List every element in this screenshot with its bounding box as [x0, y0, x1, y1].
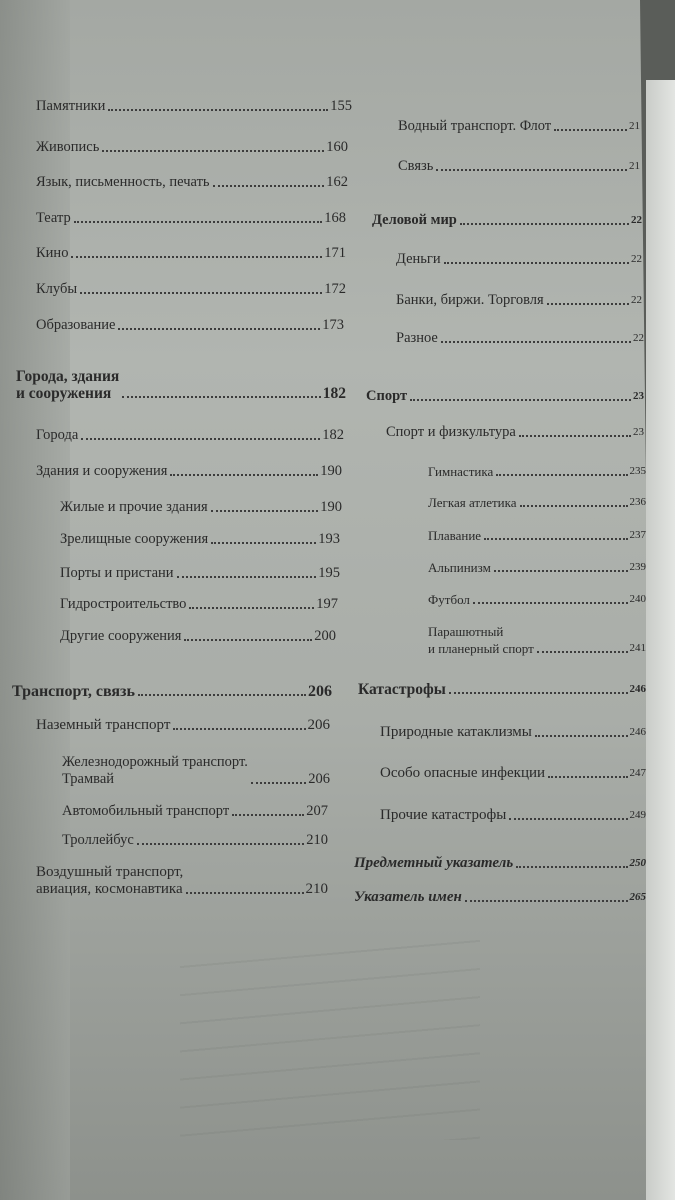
- toc-entry: [60, 628, 336, 645]
- toc-entry: [36, 210, 346, 227]
- leader-dots: [554, 129, 627, 131]
- toc-entry-label: Прочие катастрофы: [380, 807, 507, 823]
- toc-entry: [60, 565, 340, 582]
- toc-section-heading: [372, 212, 642, 229]
- leader-dots: [509, 818, 627, 820]
- toc-entry-label: Зрелищные сооружения: [60, 531, 209, 547]
- toc-entry-label: Спорт: [366, 388, 408, 404]
- toc-index-entry: [354, 855, 646, 872]
- toc-entry-label: Города: [36, 427, 79, 443]
- toc-entry-label: Памятники: [36, 98, 106, 114]
- leader-dots: [137, 843, 304, 845]
- leader-dots: [410, 399, 631, 401]
- toc-entry-label: Предметный указатель: [354, 855, 514, 871]
- leader-dots: [211, 510, 319, 512]
- toc-entry-page: 200: [314, 628, 336, 644]
- toc-entry: [60, 596, 338, 613]
- toc-entry-page: 22: [631, 294, 642, 306]
- toc-entry: [396, 251, 642, 268]
- toc-entry-page: 23: [633, 390, 644, 402]
- toc-entry-page: 206: [308, 683, 332, 700]
- leader-dots: [213, 185, 325, 187]
- toc-entry: [396, 330, 644, 347]
- leader-dots: [441, 341, 631, 343]
- toc-entry-page: 207: [306, 803, 328, 819]
- toc-entry: [380, 807, 646, 824]
- heading-line-2: и сооружения: [16, 385, 112, 402]
- toc-entry-page: 160: [326, 139, 348, 155]
- leader-dots: [186, 892, 303, 894]
- toc-entry-page: 22: [633, 332, 644, 344]
- bleed-through-texture: [180, 940, 480, 1140]
- leader-dots: [496, 474, 627, 476]
- toc-entry-label: Деловой мир: [372, 212, 457, 228]
- toc-entry-label: Природные катаклизмы: [380, 724, 532, 740]
- leader-dots: [177, 576, 317, 578]
- toc-entry: [428, 559, 646, 576]
- toc-entry: [36, 98, 352, 115]
- leader-dots: [444, 262, 629, 264]
- toc-entry-label: [36, 864, 183, 898]
- toc-section-heading: [358, 681, 646, 698]
- toc-entry-page: 236: [629, 496, 646, 508]
- toc-entry: [36, 139, 348, 156]
- toc-entry-label: Другие сооружения: [60, 628, 182, 644]
- toc-entry: [428, 527, 646, 544]
- toc-index-entry: [354, 889, 646, 906]
- toc-entry-label: Наземный транспорт: [36, 717, 171, 733]
- leader-dots: [80, 292, 322, 294]
- toc-entry: [428, 494, 646, 511]
- toc-section-heading: [12, 683, 332, 700]
- toc-entry-page: 171: [324, 245, 346, 261]
- toc-entry: [386, 424, 644, 441]
- toc-entry-page: 206: [308, 771, 330, 787]
- toc-entry-label: Образование: [36, 317, 116, 333]
- toc-entry-label: Водный транспорт. Флот: [398, 118, 552, 134]
- leader-dots: [484, 538, 627, 540]
- toc-entry: [380, 765, 646, 782]
- toc-entry: [62, 803, 328, 820]
- toc-entry-label: Живопись: [36, 139, 100, 155]
- toc-entry: [36, 717, 330, 734]
- toc-entry-label: Спорт и физкультура: [386, 424, 516, 440]
- leader-dots: [460, 223, 629, 225]
- toc-entry-page: 249: [629, 809, 646, 821]
- toc-entry-page: 206: [307, 717, 330, 733]
- leader-dots: [548, 776, 627, 778]
- toc-entry-label: Футбол: [428, 592, 470, 607]
- leader-dots: [184, 639, 312, 641]
- leader-dots: [138, 694, 306, 696]
- toc-section-heading: [366, 388, 644, 405]
- entry-line-2: и планерный спорт: [428, 641, 534, 656]
- toc-section-heading: [16, 368, 346, 402]
- toc-entry-label: Гимнастика: [428, 464, 494, 479]
- leader-dots: [519, 435, 631, 437]
- toc-entry-page: 241: [629, 642, 646, 654]
- toc-entry-page: 22: [631, 253, 642, 265]
- toc-entry-label: Кино: [36, 245, 69, 261]
- leader-dots: [449, 692, 628, 694]
- toc-entry-label: [16, 368, 119, 402]
- leader-dots: [81, 438, 320, 440]
- toc-entry: [62, 754, 330, 788]
- toc-entry-label: Язык, письменность, печать: [36, 174, 210, 190]
- toc-entry-label: Транспорт, связь: [12, 683, 135, 700]
- leader-dots: [535, 735, 628, 737]
- toc-entry-page: 246: [629, 726, 646, 738]
- toc-entry-label: Связь: [398, 158, 434, 174]
- toc-entry: [396, 292, 642, 309]
- toc-entry-page: 172: [324, 281, 346, 297]
- leader-dots: [118, 328, 320, 330]
- leader-dots: [520, 505, 628, 507]
- toc-entry: [428, 591, 646, 608]
- toc-entry-page: 21: [629, 120, 640, 132]
- toc-entry-label: [428, 623, 534, 657]
- toc-entry: [36, 174, 348, 191]
- toc-entry-page: 237: [629, 529, 646, 541]
- toc-entry-label: Альпинизм: [428, 560, 491, 575]
- leader-dots: [189, 607, 314, 609]
- toc-entry: [428, 623, 646, 657]
- toc-entry-page: 197: [316, 596, 338, 612]
- toc-entry: [398, 158, 640, 175]
- toc-entry: [36, 281, 346, 298]
- entry-line-1: Железнодорожный транспорт.: [62, 754, 248, 770]
- toc-entry-page: 195: [318, 565, 340, 581]
- toc-entry-page: 168: [324, 210, 346, 226]
- entry-line-1: Парашютный: [428, 624, 504, 639]
- toc-entry-label: Деньги: [396, 251, 441, 267]
- leader-dots: [170, 474, 318, 476]
- toc-entry-page: 22: [631, 214, 642, 226]
- leader-dots: [473, 602, 628, 604]
- toc-entry: [62, 832, 328, 849]
- leader-dots: [537, 651, 628, 653]
- entry-line-1: Воздушный транспорт,: [36, 864, 184, 880]
- toc-entry-label: Разное: [396, 330, 438, 346]
- toc-entry: [36, 864, 328, 898]
- toc-entry-page: 23: [633, 426, 644, 438]
- toc-entry-label: Плавание: [428, 528, 482, 543]
- toc-entry-label: Гидростроительство: [60, 596, 187, 612]
- toc-entry-label: [62, 754, 248, 788]
- toc-entry-label: Указатель имен: [354, 889, 462, 905]
- toc-entry-page: 210: [305, 881, 328, 897]
- leader-dots: [122, 396, 320, 398]
- toc-entry-page: 247: [629, 767, 646, 779]
- toc-entry: [60, 499, 342, 516]
- leader-dots: [232, 814, 304, 816]
- toc-entry-page: 193: [318, 531, 340, 547]
- toc-entry-page: 21: [629, 160, 640, 172]
- leader-dots: [516, 866, 627, 868]
- toc-entry: [36, 317, 344, 334]
- toc-entry: [36, 463, 342, 480]
- toc-entry-label: Жилые и прочие здания: [60, 499, 208, 515]
- toc-entry-label: Особо опасные инфекции: [380, 765, 546, 781]
- toc-entry-label: Театр: [36, 210, 71, 226]
- leader-dots: [436, 169, 627, 171]
- toc-entry-page: 162: [326, 174, 348, 190]
- toc-entry-label: Банки, биржи. Торговля: [396, 292, 544, 308]
- toc-entry-label: Троллейбус: [62, 832, 134, 848]
- leader-dots: [547, 303, 629, 305]
- toc-entry: [398, 118, 640, 135]
- entry-line-2: авиация, космонавтика: [36, 881, 183, 897]
- toc-entry-page: 235: [629, 465, 646, 477]
- toc-entry-label: Порты и пристани: [60, 565, 174, 581]
- leader-dots: [74, 221, 323, 223]
- leader-dots: [71, 256, 322, 258]
- toc-entry-page: 246: [629, 683, 646, 695]
- toc-entry: [380, 724, 646, 741]
- toc-entry: [60, 531, 340, 548]
- toc-entry-page: 250: [629, 857, 646, 869]
- leader-dots: [494, 570, 628, 572]
- toc-entry-page: 182: [322, 427, 344, 443]
- leader-dots: [211, 542, 316, 544]
- entry-line-2: Трамвай: [62, 771, 115, 787]
- toc-entry-page: 265: [629, 891, 646, 903]
- leader-dots: [251, 782, 306, 784]
- toc-entry-page: 173: [322, 317, 344, 333]
- toc-entry-page: 182: [322, 385, 346, 402]
- toc-entry-label: Легкая атлетика: [428, 495, 517, 510]
- toc-entry: [36, 427, 344, 444]
- toc-entry: [36, 245, 346, 262]
- toc-entry-page: 190: [320, 499, 342, 515]
- toc-entry-label: Автомобильный транспорт: [62, 803, 230, 819]
- toc-entry-label: Здания и сооружения: [36, 463, 168, 479]
- toc-entry-page: 240: [629, 593, 646, 605]
- leader-dots: [102, 150, 324, 152]
- leader-dots: [173, 728, 305, 730]
- toc-entry-label: Катастрофы: [358, 681, 446, 698]
- toc-entry-page: 210: [306, 832, 328, 848]
- toc-entry: [428, 463, 646, 480]
- heading-line-1: Города, здания: [16, 368, 120, 385]
- toc-entry-page: 190: [320, 463, 342, 479]
- leader-dots: [465, 900, 628, 902]
- toc-entry-label: Клубы: [36, 281, 78, 297]
- leader-dots: [108, 109, 328, 111]
- toc-entry-page: 239: [629, 561, 646, 573]
- toc-entry-page: 155: [330, 98, 352, 114]
